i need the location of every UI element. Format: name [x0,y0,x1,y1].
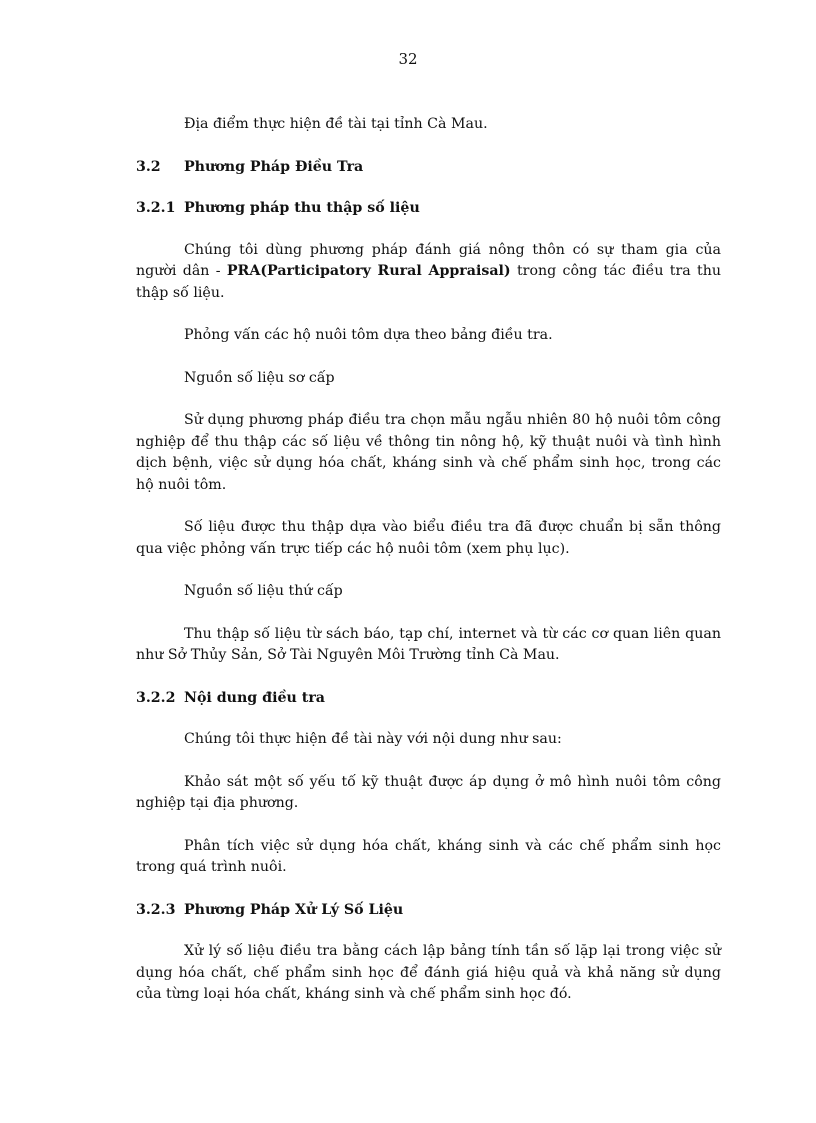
section-number: 3.2.2 [136,689,176,706]
section-number: 3.2.1 [136,200,176,216]
section-title: Nội dung điều tra [184,689,325,706]
pra-text-after: trong công tác điều tra thu thập số liệu. [136,263,721,301]
paragraph-data-processing: Xử lý số liệu điều tra bằng cách lập bảng tính tần số lặp lại trong việc sử dụng hóa chất, chế phẩm sinh học để đánh giá hiệu quả và khả năng sử dụng của từng loại hóa chất, kháng sinh và chế phẩm sinh học đó. [136,943,721,1002]
section-title: Phương Pháp Điều Tra [184,158,364,175]
paragraph-primary-data: Sử dụng phương pháp điều tra chọn mẫu ngẫu nhiên 80 hộ nuôi tôm công nghiệp để thu thập các số liệu về thông tin nông hộ, kỹ thuật nuôi và tình hình dịch bệnh, việc sử dụng hóa chất, kháng sinh và chế phẩm sinh học, trong các hộ nuôi tôm. [136,412,721,493]
section-number: 3.2 [136,158,161,175]
section-title: Phương pháp thu thập số liệu [184,200,420,216]
pra-text-before: Chúng tôi dùng phương pháp đánh giá nông thôn có sự tham gia của người dân - [136,241,721,279]
section-number: 3.2.3 [136,901,176,918]
paragraph-content-item-2: Phân tích việc sử dụng hóa chất, kháng sinh và các chế phẩm sinh học trong quá trình nuôi. [136,837,721,875]
section-heading-3-2-3 [136,900,721,922]
paragraph-content-intro: Chúng tôi thực hiện đề tài này với nội dung như sau: [184,731,562,747]
paragraph-secondary-data: Thu thập số liệu từ sách báo, tạp chí, internet và từ các cơ quan liên quan như Sở Thủy Sản, Sở Tài Nguyên Môi Trường tỉnh Cà Mau. [136,625,721,663]
pra-acronym: PRA(Participatory Rural Appraisal) [226,263,511,279]
page-number: 32 [398,50,418,68]
document-body [136,114,721,1027]
paragraph-pra-method [136,240,721,305]
paragraph-location: Địa điểm thực hiện đề tài tại tỉnh Cà Mau. [184,116,488,132]
section-heading-3-2 [136,157,721,179]
section-heading-3-2-2 [136,688,721,710]
label-secondary-data: Nguồn số liệu thứ cấp [184,583,343,599]
paragraph-survey: Số liệu được thu thập dựa vào biểu điều tra đã được chuẩn bị sẵn thông qua việc phỏng vấn trực tiếp các hộ nuôi tôm (xem phụ lục). [136,519,721,557]
section-title: Phương Pháp Xử Lý Số Liệu [184,901,404,918]
label-primary-data: Nguồn số liệu sơ cấp [184,369,335,386]
paragraph-interview: Phỏng vấn các hộ nuôi tôm dựa theo bảng điều tra. [184,327,553,343]
paragraph-content-item-1: Khảo sát một số yếu tố kỹ thuật được áp dụng ở mô hình nuôi tôm công nghiệp tại địa phương. [136,773,721,811]
section-heading-3-2-1 [136,198,721,220]
